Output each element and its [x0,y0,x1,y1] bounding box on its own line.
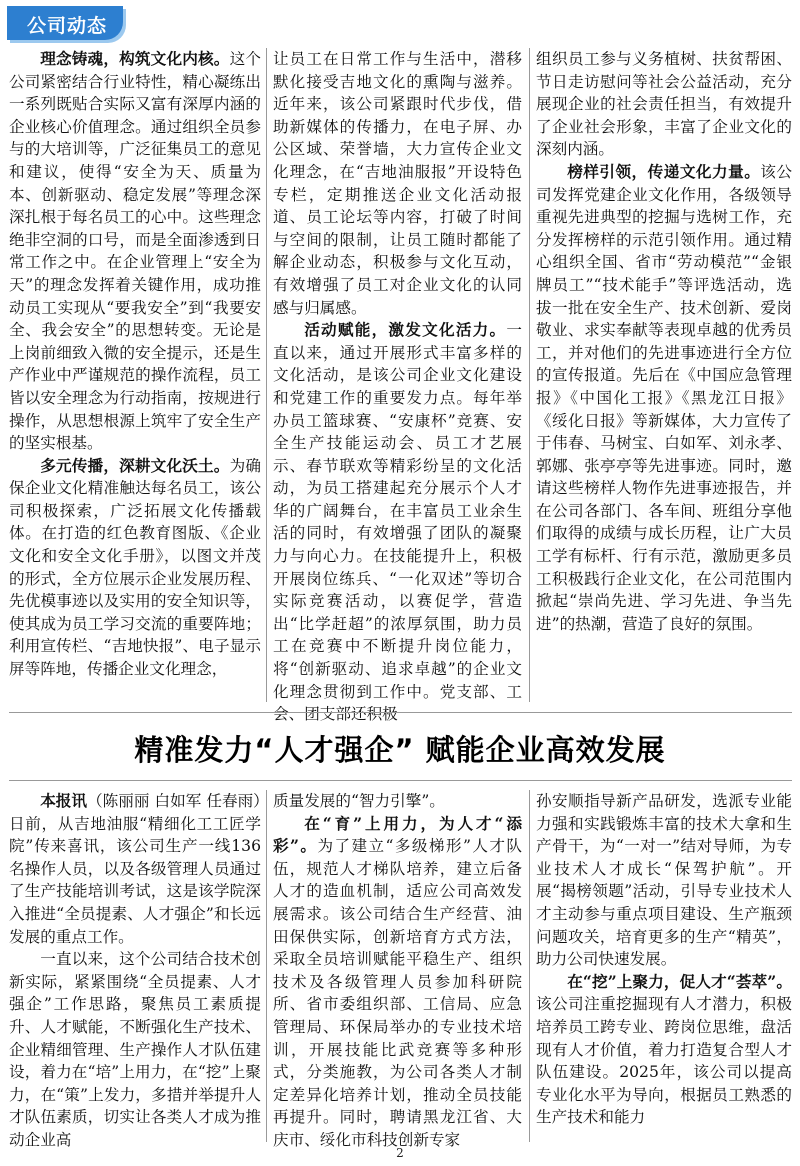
paragraph-heading: 在“挖”上聚力，促人才“荟萃”。 [567,971,792,991]
paragraph-body: 为确保企业文化精准触达每名员工，该公司积极探索，广泛拓展文化传播载体。在打造的红色教育图版、《企业文化和安全文化手册》，以图文并茂的形式，全方位展示企业发展历程、先优模事迹以及实用的安全知识等，使其成为员工学习交流的重要阵地；利用宣传栏、“吉地快报”、电子显示屏等阵地，传播企业文化理念， [9,456,261,679]
paragraph-heading: 活动赋能，激发文化活力。 [304,320,507,340]
paragraph-heading: 多元传播，深耕文化沃土。 [40,455,230,475]
section-tag-label: 公司动态 [27,15,108,37]
paragraph-continuation: 让员工在日常工作与生活中，潜移默化接受吉地文化的熏陶与滋养。近年来，该公司紧跟时代步伐，借助新媒体的传播力，在电子屏、办公区域、荣誉墙，大力宣传企业文化理念，在“吉地油服报”开设特色专栏，定期推送企业文化活动报道、员工论坛等内容，打破了时间与空间的限制，让员工随时都能了解企业动态，积极参与文化互动，有效增强了员工对企业文化的认同感与归属感。 [273,50,522,317]
paragraph-body: 一直以来，通过开展形式丰富多样的文化活动，是该公司企业文化建设和党建工作的重要发力点。每年举办员工篮球赛、“安康杯”竞赛、安全生产技能运动会、员工才艺展示、春节联欢等精彩纷呈的文化活动，为员工搭建起充分展示个人才华的广阔舞台，在丰富员工业余生活的同时，有效增强了团队的凝聚力与向心力。在技能提升上，积极开展岗位练兵、“一化双述”等切合实际竞赛活动，以赛促学，营造出“比学赶超”的浓厚氛围，助力员工在竞赛中不断提升岗位能力，将“创新驱动、追求卓越”的企业文化理念贯彻到工作中。党支部、工会、团支部还积极 [273,321,522,724]
top-article-column-2 [273,48,522,724]
lead-body: （陈丽丽 白如军 任春雨）日前，从吉地油服“精细化工工匠学院”传来喜讯，该公司生产一线136名操作人员，以及各级管理人员通过了生产技能培训考试，这是该学院深入推进“全员提素、人才强企”和长远发展的重点工作。 [9,792,261,946]
paragraph-heading: 理念铸魂，构筑文化内核。 [40,49,230,68]
paragraph-body: 该公司注重挖掘现有人才潜力，积极培养员工跨专业、跨岗位思维，盘活现有人才价值，着力打造复合型人才队伍建设。2025年，该公司以提高专业化水平为导向，根据员工熟悉的生产技术和能力 [536,995,792,1127]
column-divider [266,48,267,702]
column-divider [529,790,530,1142]
paragraph-body: 该公司发挥党建企业文化作用，各级领导重视先进典型的挖掘与选树工作，充分发挥榜样的示范引领作用。通过精心组织全国、省市“劳动模范”“金银牌员工”“技术能手”等评选活动，选拔一批在安全生产、技术创新、爱岗敬业、求实奉献等表现卓越的优秀员工，并对他们的先进事迹进行全方位的宣传报道。先后在《中国应急管理报》《中国化工报》《黑龙江日报》《绥化日报》等新媒体，大力宣传了于伟春、马树宝、白如军、刘永孝、郭娜、张亭亭等先进事迹。同时，邀请这些榜样人物作先进事迹报告，并在公司各部门、各车间、班组分享他们取得的成绩与成长历程，让广大员工学有标杆、行有示范，激励更多员工积极践行企业文化，在公司范围内掀起“崇尚先进、学习先进、争当先进”的热潮，营造了良好的氛围。 [536,162,792,633]
lead-label: 本报讯 [40,791,88,810]
column-divider [529,48,530,702]
section-tag [7,6,123,40]
article-headline: 精准发力“人才强企” 赋能企业高效发展 [134,733,666,767]
paragraph-continuation: 质量发展的“智力引擎”。 [273,792,445,810]
section-divider [9,780,792,781]
paragraph-heading: 在“育”上用力，为人才“添彩”。 [273,813,522,856]
section-divider [9,712,792,713]
column-divider [266,790,267,1142]
bottom-article-column-3 [536,790,792,1150]
paragraph-continuation: 孙安顺指导新产品研发，选派专业能力强和实践锻炼丰富的技术大拿和生产骨干，为“一对一”结对导师，为专业技术人才成长“保驾护航”。开展“揭榜领题”活动，引导专业技术人才主动参与重点项目建设、生产瓶颈问题攻关，培育更多的生产“精英”，助力公司快速发展。 [536,792,792,969]
paragraph-body: 为了建立“多级梯形”人才队伍，规范人才梯队培养，建立后备人才的造血机制，适应公司高效发展需求。该公司结合生产经营、油田保供实际，创新培育方式方法，采取全员培训赋能平稳生产、组织技术及各级管理人员参加科研院所、省市委组织部、工信局、应急管理局、环保局举办的专业技术培训，开展技能比武竞赛等多种形式，分类施教，为公司各类人才制定差异化培养计划，推动全员技能再提升。同时，聘请黑龙江省、大庆市、绥化市科技创新专家 [273,837,522,1149]
page-number: 2 [396,1146,404,1160]
paragraph-body: 这个公司紧密结合行业特性，精心凝练出一系列既贴合实际又富有深厚内涵的企业核心价值理念。通过组织全员参与的大培训等，广泛征集员工的意见和建议，使得“安全为天、质量为本、创新驱动、稳定发展”等理念深深扎根于每名员工的心中。这些理念绝非空洞的口号，而是全面渗透到日常工作之中。在企业管理上“安全为天”的理念发挥着关键作用，成功推动员工实现从“要我安全”到“我要安全、我会安全”的思想转变。无论是上岗前细致入微的安全提示，还是生产作业中严谨规范的操作流程，员工皆以安全理念为行动指南，按规进行操作，从思想根源上筑牢了安全生产的坚实根基。 [9,50,261,453]
paragraph-body: 一直以来，这个公司结合技术创新实际，紧紧围绕“全员提素、人才强企”工作思路，聚焦员工素质提升、人才赋能，不断强化生产技术、企业精细管理、生产操作人才队伍建设，着力在“培”上用力，在“挖”上聚力，在“策”上发力，多措并举提升人才队伍素质，切实让各类人才成为推动企业高 [9,950,261,1149]
top-article-column-3 [536,48,792,708]
paragraph-continuation: 组织员工参与义务植树、扶贫帮困、节日走访慰问等社会公益活动，充分展现企业的社会责任担当，有效提升了企业社会形象，丰富了企业文化的深刻内涵。 [536,50,792,159]
bottom-article-column-1 [9,790,261,1150]
top-article-column-1 [9,48,261,708]
bottom-article-column-2 [273,790,522,1150]
paragraph-heading: 榜样引领，传递文化力量。 [567,161,761,181]
